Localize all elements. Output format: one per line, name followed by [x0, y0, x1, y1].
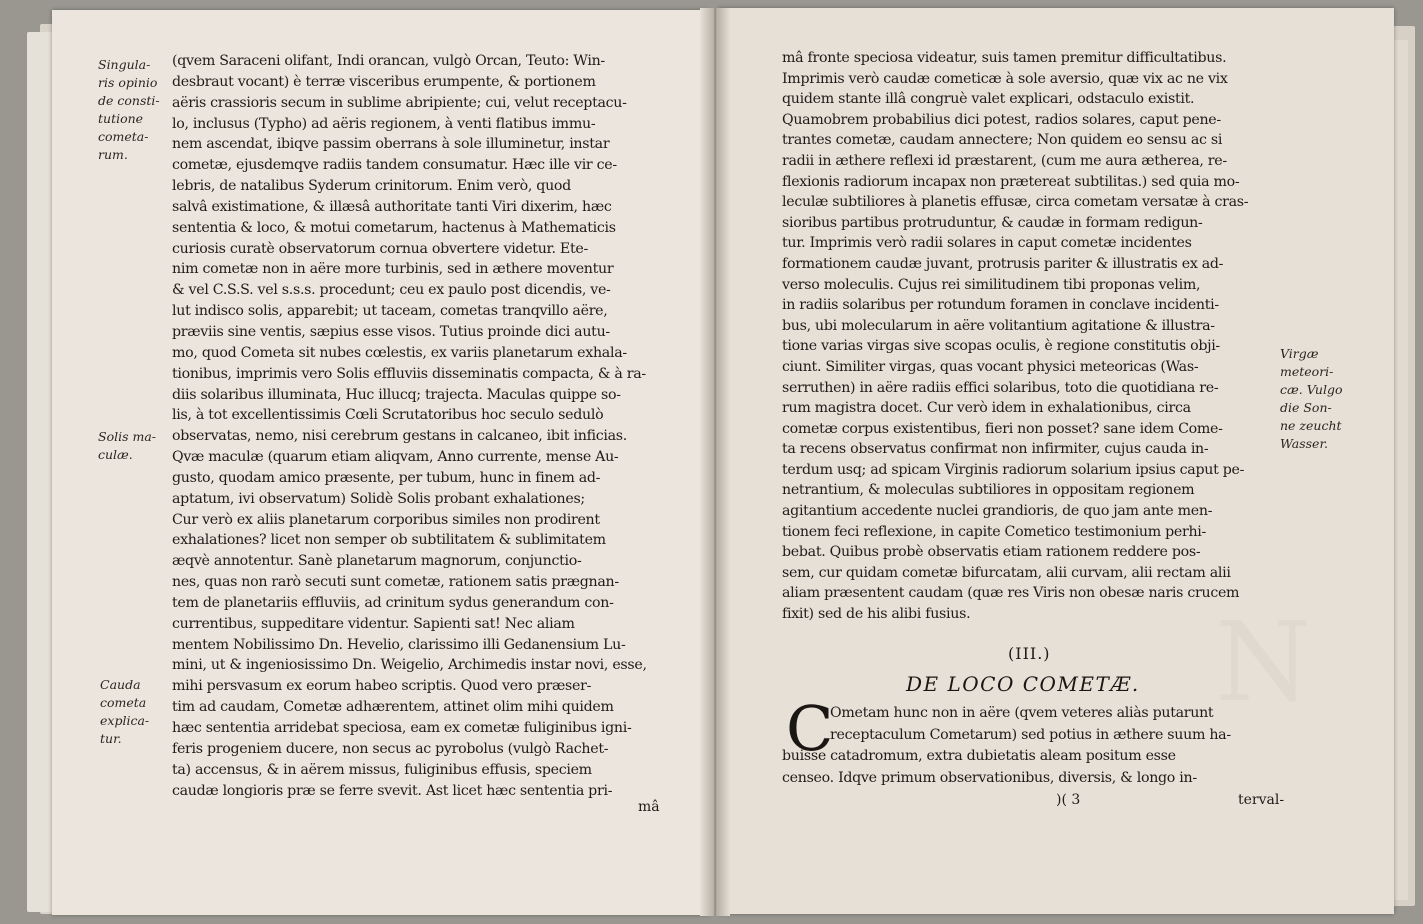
margin-note-line: culæ. [98, 447, 133, 462]
text-line: sem, cur quidam cometæ bifurcatam, alii curvam, alii rectam alii [782, 564, 1231, 581]
text-line: lut indisco solis, apparebit; ut taceam, cometas tranqvillo aëre, [172, 303, 608, 320]
text-line: in radiis solaribus per rotundum foramen in conclave incidenti- [782, 297, 1219, 314]
text-line: agitantium accedente nuclei grandioris, de quo jam ante men- [782, 503, 1213, 520]
text-line: mihi persvasum ex eorum habeo scriptis. Quod vero præser- [172, 678, 592, 695]
margin-note-line: explica- [100, 713, 150, 728]
text-line: aëris crassioris secum in sublime abripiente; cui, velut receptacu- [172, 94, 627, 111]
text-line: præviis sine ventis, sæpius esse visos. Tutius proinde dici autu- [172, 323, 610, 340]
text-line: & vel C.S.S. vel s.s.s. procedunt; ceu ex paulo post dicendis, ve- [172, 282, 611, 299]
text-line: tur. Imprimis verò radii solares in caput cometæ incidentes [782, 235, 1192, 252]
text-line: lebris, de natalibus Syderum crinitorum. Enim verò, quod [172, 178, 571, 195]
text-line: cometæ, ejusdemqve radiis tandem consumatur. Hæc ille vir ce- [172, 157, 617, 174]
book-gutter [700, 8, 730, 916]
text-line: flexionis radiorum incapax non prætereat subtilitas.) sed quia mo- [782, 173, 1240, 190]
text-line: aliam præsentent caudam (quæ res Viris non obesæ naris crucem [782, 585, 1240, 602]
text-line: Quamobrem probabilius dici potest, radios solares, caput pene- [782, 111, 1221, 128]
text-line: tim ad caudam, Cometæ adhærentem, attinet olim mihi quidem [172, 699, 614, 716]
left-body-text [172, 51, 672, 801]
text-line: Imprimis verò caudæ cometicæ à sole aversio, quæ vix ac ne vix [782, 70, 1228, 87]
text-line: fixit) sed de his alibi fusius. [782, 606, 971, 623]
text-line: rum magistra docet. Cur verò idem in exhalationibus, circa [782, 400, 1191, 417]
text-line: tionibus, imprimis vero Solis effluviis disseminatis compacta, & à ra- [172, 365, 646, 382]
text-line: exhalationes? licet non semper ob subtilitatem & sublimitatem [172, 532, 606, 549]
text-line: bebat. Quibus probè observatis etiam rationem reddere pos- [782, 544, 1201, 561]
text-line: mini, ut & ingeniosissimo Dn. Weigelio, Archimedis instar novi, esse, [172, 657, 647, 674]
text-line: aptatum, ivi observatum) Solidè Solis probant exhalationes; [172, 490, 585, 507]
text-line: radii in æthere reflexi id præstarent, (cum me aura ætherea, re- [782, 152, 1227, 169]
catchword-right: terval- [1238, 792, 1285, 808]
text-line: cometæ corpus existentibus, fieri non posset? sane idem Come- [782, 420, 1223, 437]
text-line: observatas, nemo, nisi cerebrum gestans in calcaneo, ibit inficias. [172, 428, 627, 445]
text-line: buisse catadromum, extra dubietatis aleam positum esse [782, 748, 1176, 764]
text-line: bus, ubi molecularum in aëre volitantium agitatione & illustra- [782, 317, 1215, 334]
text-line: lis, à tot excellentissimis Cœli Scrutatoribus hoc seculo sedulò [172, 407, 604, 424]
text-line: curiosis curatè observatorum cornua obvertere videtur. Ete- [172, 240, 588, 257]
margin-note-cauda [100, 676, 149, 748]
text-line: leculæ subtiliores à planetis effusæ, circa cometam versatæ à cras- [782, 194, 1249, 211]
text-line: Qvæ maculæ (quarum etiam aliqvam, Anno currente, mense Au- [172, 449, 619, 466]
text-line: feris progeniem ducere, non secus ac pyrobolus (vulgò Rachet- [172, 740, 609, 757]
margin-note-line: tutione [98, 111, 144, 126]
text-line: mâ fronte speciosa videatur, suis tamen premitur difficultatibus. [782, 50, 1227, 66]
text-line: (qvem Saraceni olifant, Indi orancan, vulgò Orcan, Teuto: Win- [172, 53, 605, 69]
text-line: desbraut vocant) è terræ visceribus erumpente, & portionem [172, 73, 596, 90]
margin-note-line: cometa [100, 695, 147, 710]
margin-note-line: cometa- [98, 129, 149, 144]
text-line: tionem feci reflexione, in capite Cometico testimonium perhi- [782, 523, 1207, 540]
text-line: hæc sententia arridebat speciosa, eam ex cometæ fuliginibus igni- [172, 720, 632, 736]
text-line: trantes cometæ, caudam annectere; Non quidem eo sensu ac si [782, 132, 1223, 149]
drop-cap: C [786, 692, 834, 765]
text-line: currentibus, suppeditare videntur. Sapienti sat! Nec aliam [172, 615, 575, 632]
text-line: tione varias virgas sive scopas oculis, è regione constitutis obji- [782, 338, 1220, 355]
text-line: sententia & loco, & motui cometarum, hactenus à Mathematicis [172, 219, 616, 236]
margin-note-line: Wasser. [1280, 436, 1329, 451]
text-line: Ometam hunc non in aëre (qvem veteres aliàs putarunt [830, 705, 1214, 721]
text-line: nem ascendat, ibiqve passim oberrans à sole illuminetur, instar [172, 136, 610, 153]
text-line: nes, quas non rarò secuti sunt cometæ, rationem satis prægnan- [172, 574, 619, 591]
text-line: receptaculum Cometarum) sed potius in æthere suum ha- [830, 726, 1231, 743]
text-line: quidem stante illâ congruè valet explicari, odstaculo existit. [782, 91, 1195, 108]
text-line: mentem Nobilissimo Dn. Hevelio, clarissimo illi Gedanensium Lu- [172, 636, 626, 653]
catchword-left: mâ [638, 799, 660, 815]
right-body-text [782, 48, 1282, 625]
margin-note-line: ris opinio [98, 75, 158, 90]
bleed-through-letter: N [1215, 598, 1312, 726]
text-line: æqvè annotentur. Sanè planetarum magnorum, conjunctio- [172, 553, 582, 570]
text-line: terdum usq; ad spicam Virginis radiorum solarium ipsius caput pe- [782, 461, 1245, 478]
text-line: lo, inclusus (Typho) ad aëris regionem, à venti flatibus immu- [172, 115, 596, 132]
margin-note-line: rum. [98, 147, 128, 162]
margin-note-line: de consti- [98, 93, 160, 108]
text-line: Cur verò ex aliis planetarum corporibus similes non prodirent [172, 511, 600, 528]
text-line: netrantium, & moleculas subtiliores in oppositam regionem [782, 482, 1195, 499]
text-line: censeo. Idqve primum observationibus, diversis, & longo in- [782, 769, 1197, 786]
text-line: mo, quod Cometa sit nubes cœlestis, ex variis planetarum exhala- [172, 344, 627, 361]
margin-note-line: die Son- [1280, 400, 1332, 415]
text-line: caudæ longioris præ se ferre svevit. Ast licet hæc sententia pri- [172, 782, 613, 799]
text-line: salvâ existimatione, & illæsâ authoritate tanti Viri dixerim, hæc [172, 198, 612, 215]
margin-note-line: Virgæ [1280, 346, 1319, 361]
margin-note-virgae [1280, 345, 1343, 453]
text-line: serruthen) in aëre radiis effici solaribus, toto die quotidiana re- [782, 379, 1219, 396]
section-number: (III.) [1008, 644, 1051, 663]
margin-note-line: meteori- [1280, 364, 1334, 379]
margin-note-line: Cauda [100, 677, 141, 692]
text-line: nim cometæ non in aëre more turbinis, sed in æthere moventur [172, 261, 614, 278]
text-line: sioribus partibus protruduntur, & caudæ in formam redigun- [782, 214, 1203, 231]
text-line: ciunt. Similiter virgas, quas vocant physici meteoricas (Was- [782, 358, 1199, 375]
margin-note-line: cæ. Vulgo [1280, 382, 1343, 397]
margin-note-line: Solis ma- [98, 429, 157, 444]
text-line: verso moleculis. Cujus rei similitudinem tibi proponas velim, [782, 276, 1201, 293]
margin-note-line: ne zeucht [1280, 418, 1342, 433]
text-line: diis solaribus illuminata, Huc illucq; trajecta. Maculas quippe so- [172, 386, 621, 403]
text-line: ta) accensus, & in aërem missus, fuliginibus effusis, speciem [172, 761, 592, 778]
margin-note-line: Singula- [98, 57, 151, 72]
text-line: ta recens observatus confirmat non infirmiter, cujus cauda in- [782, 441, 1209, 458]
margin-note-line: tur. [100, 731, 122, 746]
text-line: formationem caudæ juvant, protrusis pariter & illustratis ex ad- [782, 255, 1224, 272]
section-title: DE LOCO COMETÆ. [906, 672, 1140, 696]
signature-mark: )( 3 [1056, 792, 1081, 808]
margin-note-solis [98, 428, 156, 464]
section-body-text [782, 703, 1290, 789]
text-line: tem de planetariis effluviis, ad crinitum sydus generandum con- [172, 594, 614, 611]
text-line: gusto, quodam amico præsente, per tubum, hunc in finem ad- [172, 469, 601, 486]
margin-note-singularis [98, 56, 160, 164]
